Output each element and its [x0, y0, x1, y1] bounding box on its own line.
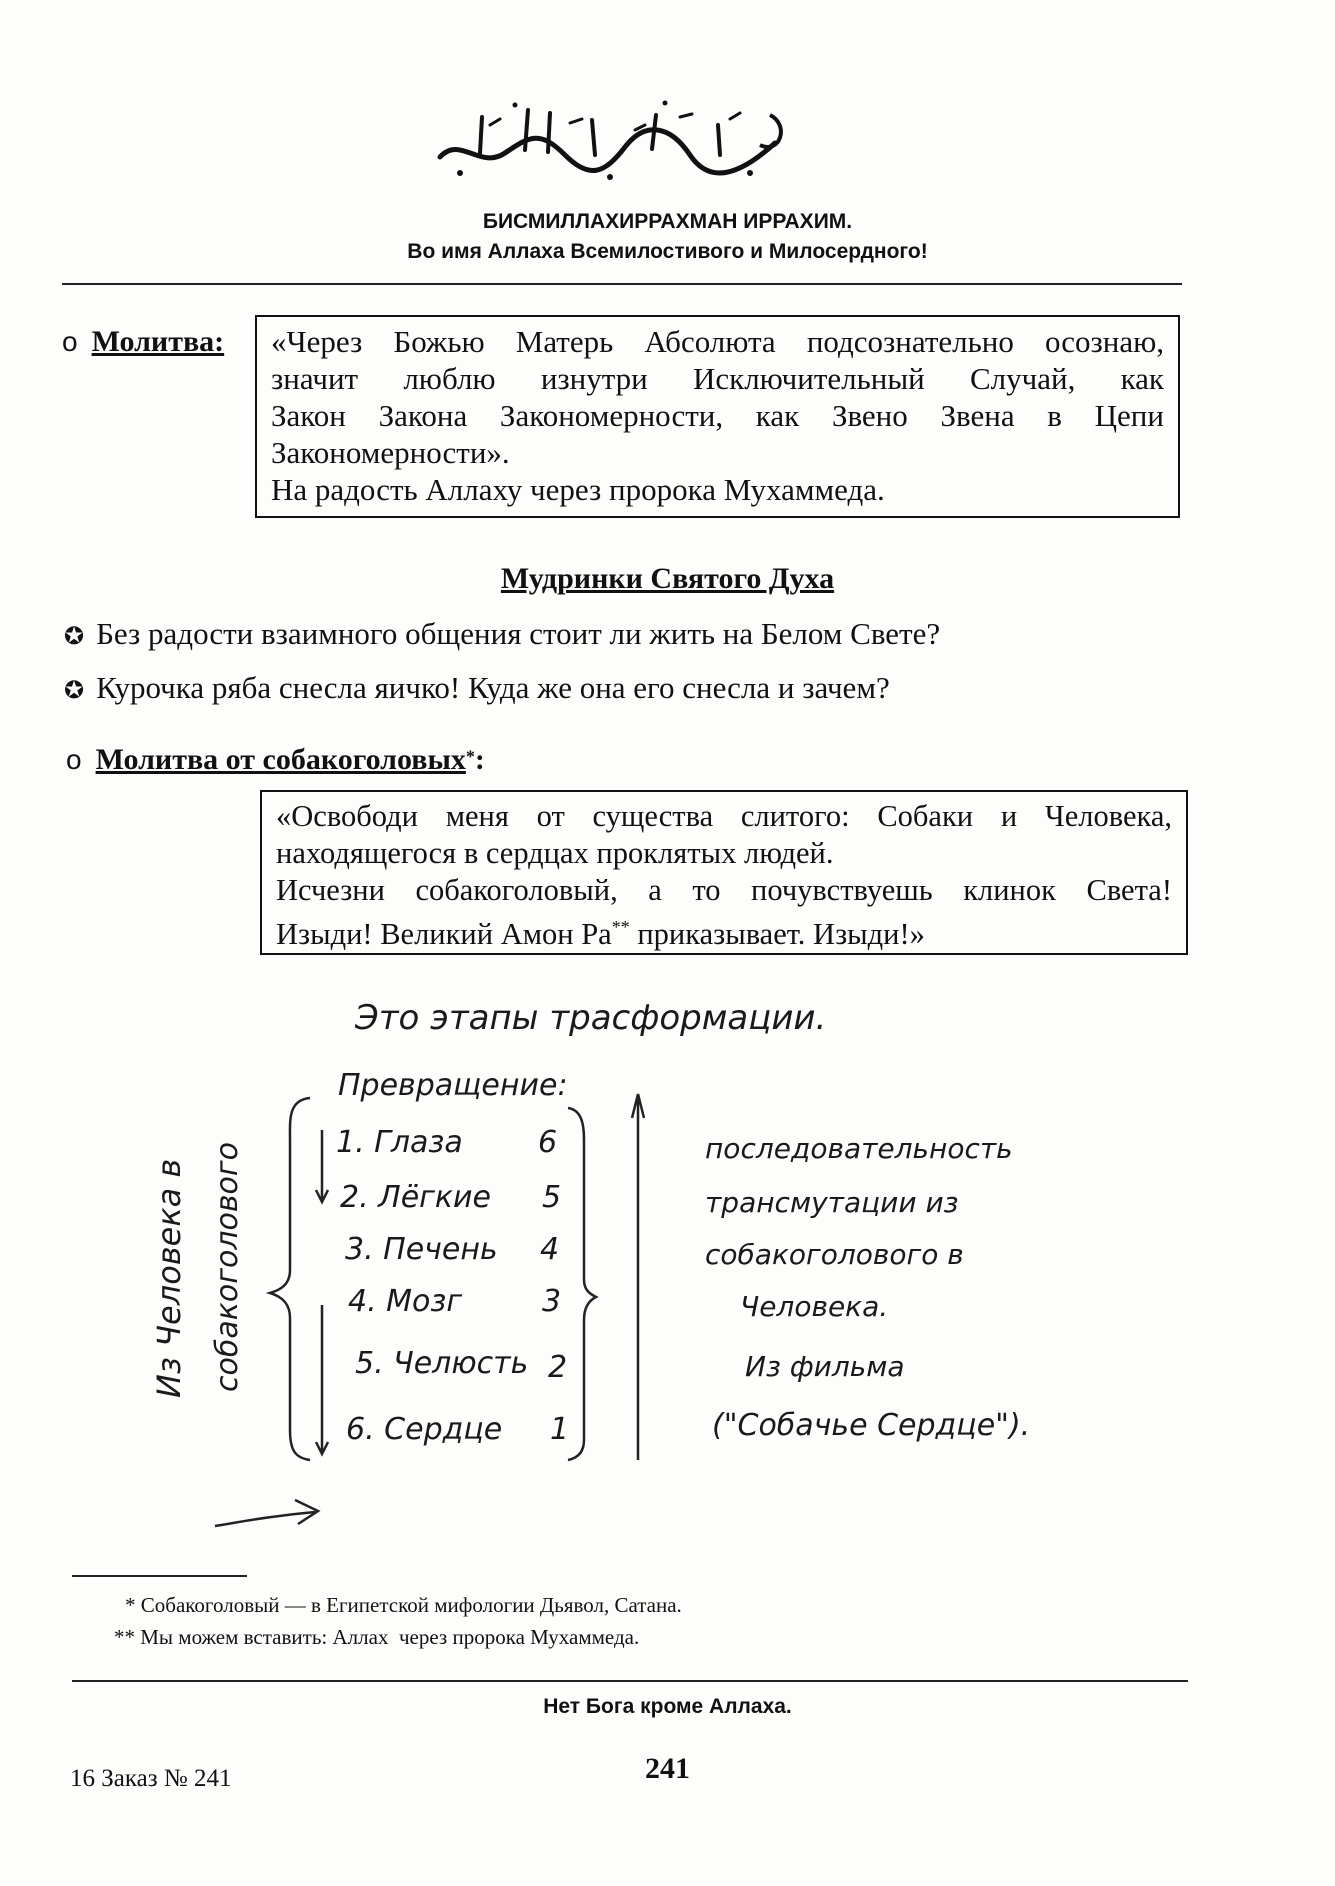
colon: : [474, 743, 485, 776]
header-subtitle: Во имя Аллаха Всемилостивого и Милосердного! [407, 240, 928, 263]
prayer2-box [260, 790, 1188, 955]
page-number: 241 [645, 1752, 690, 1785]
arrow-down-icon [316, 1130, 328, 1202]
prayer-label: Молитва: [91, 325, 225, 358]
saying-text: Без радости взаимного общения стоит ли жить на Белом Свете? [96, 616, 941, 651]
bismillah-calligraphy [420, 95, 800, 185]
bullet: о [62, 326, 78, 357]
footnote [125, 1593, 682, 1618]
handwritten-item: 1. Глаза [336, 1125, 463, 1160]
handwritten-item-number: 3 [542, 1284, 562, 1319]
handwritten-item: 5. Челюсть [355, 1346, 529, 1381]
prayer2-label: Молитва от собакоголовых [95, 743, 466, 776]
prayer-line: Закон Закона Закономерности, как Звено Звена в Цепи [271, 398, 1164, 433]
prayer-line: «Освободи меня от существа слитого: Собаки и Человека, [276, 799, 1172, 833]
footnote-mark: * [465, 746, 475, 767]
handwritten-list-title: Превращение: [338, 1068, 568, 1103]
footer-motto: Нет Бога кроме Аллаха. [543, 1695, 792, 1718]
handwritten-item: 6. Сердце [346, 1412, 503, 1447]
arrow-down-icon [316, 1305, 328, 1454]
handwritten-item-number: 2 [548, 1350, 568, 1385]
handwritten-note-line: ("Собачье Сердце"). [712, 1408, 1031, 1443]
print-order: 16 Заказ № 241 [70, 1765, 232, 1792]
footnote-mark: ** [114, 1625, 135, 1649]
handwritten-note-line: собакоголового в [705, 1238, 964, 1271]
handwritten-item-number: 4 [540, 1232, 560, 1267]
handwritten-heading: Это этапы трасформации. [355, 998, 827, 1038]
handwritten-note-line: Из фильма [745, 1350, 905, 1383]
section-title: Мудринки Святого Духа [500, 562, 835, 595]
prayer-line: находящегося в сердцах проклятых людей. [276, 836, 834, 870]
prayer-line: Закономерности». [271, 435, 510, 470]
prayer-box [255, 315, 1180, 518]
footnote-mark: * [125, 1593, 136, 1617]
bullet: о [66, 744, 82, 775]
handwritten-note-line: трансмутации из [705, 1186, 959, 1219]
footer-divider [72, 1680, 1188, 1682]
handwritten-item: 4. Мозг [348, 1284, 463, 1319]
prayer-line-part: приказывает. Изыди!» [629, 917, 925, 952]
prayer-heading [62, 325, 224, 359]
header-divider [62, 283, 1182, 285]
header-title: БИСМИЛЛАХИРРАХМАН ИРРАХИМ. [482, 210, 853, 233]
prayer2-heading [66, 743, 485, 777]
saying-item [64, 670, 890, 706]
calligraphy-image [420, 95, 800, 185]
saying-item [64, 616, 940, 652]
arrow-up-icon [632, 1094, 644, 1460]
prayer-line [276, 909, 1172, 953]
prayer-line: На радость Аллаху через пророка Мухаммеда. [271, 472, 885, 507]
brace-right [568, 1108, 596, 1460]
handwritten-note-line: Человека. [740, 1290, 889, 1323]
footnote-mark: ** [611, 917, 630, 937]
handwritten-item-number: 6 [538, 1125, 558, 1160]
saying-text: Курочка ряба снесла яичко! Куда же она его снесла и зачем? [96, 670, 890, 705]
prayer-line: значит люблю изнутри Исключительный Случай, как [271, 361, 1164, 396]
star-icon: ✪ [64, 676, 85, 704]
handwritten-item: 2. Лёгкие [340, 1180, 492, 1215]
star-icon: ✪ [64, 622, 85, 650]
footnote-text: Мы можем вставить: Аллах через пророка Мухаммеда. [140, 1625, 640, 1649]
handwritten-note-line: последовательность [705, 1132, 1013, 1165]
footnote-text: Собакоголовый — в Египетской мифологии Дьявол, Сатана. [140, 1593, 682, 1617]
handwritten-item-number: 5 [542, 1180, 562, 1215]
handwritten-item: 3. Печень [345, 1232, 498, 1267]
footnote [114, 1625, 639, 1650]
arrow-right-icon [210, 1490, 330, 1540]
prayer-line: Исчезни собакоголовый, а то почувствуешь клинок Света! [276, 873, 1172, 907]
brace-left [270, 1098, 310, 1460]
prayer-line: «Через Божью Матерь Абсолюта подсознательно осознаю, [271, 324, 1164, 359]
prayer-line-part: Изыди! Великий Амон Ра [276, 917, 612, 952]
handwritten-side-line: собакоголового [210, 1141, 245, 1392]
footnote-divider [72, 1575, 247, 1577]
handwritten-side-line: Из Человека в [150, 1158, 188, 1398]
handwritten-item-number: 1 [550, 1412, 570, 1447]
